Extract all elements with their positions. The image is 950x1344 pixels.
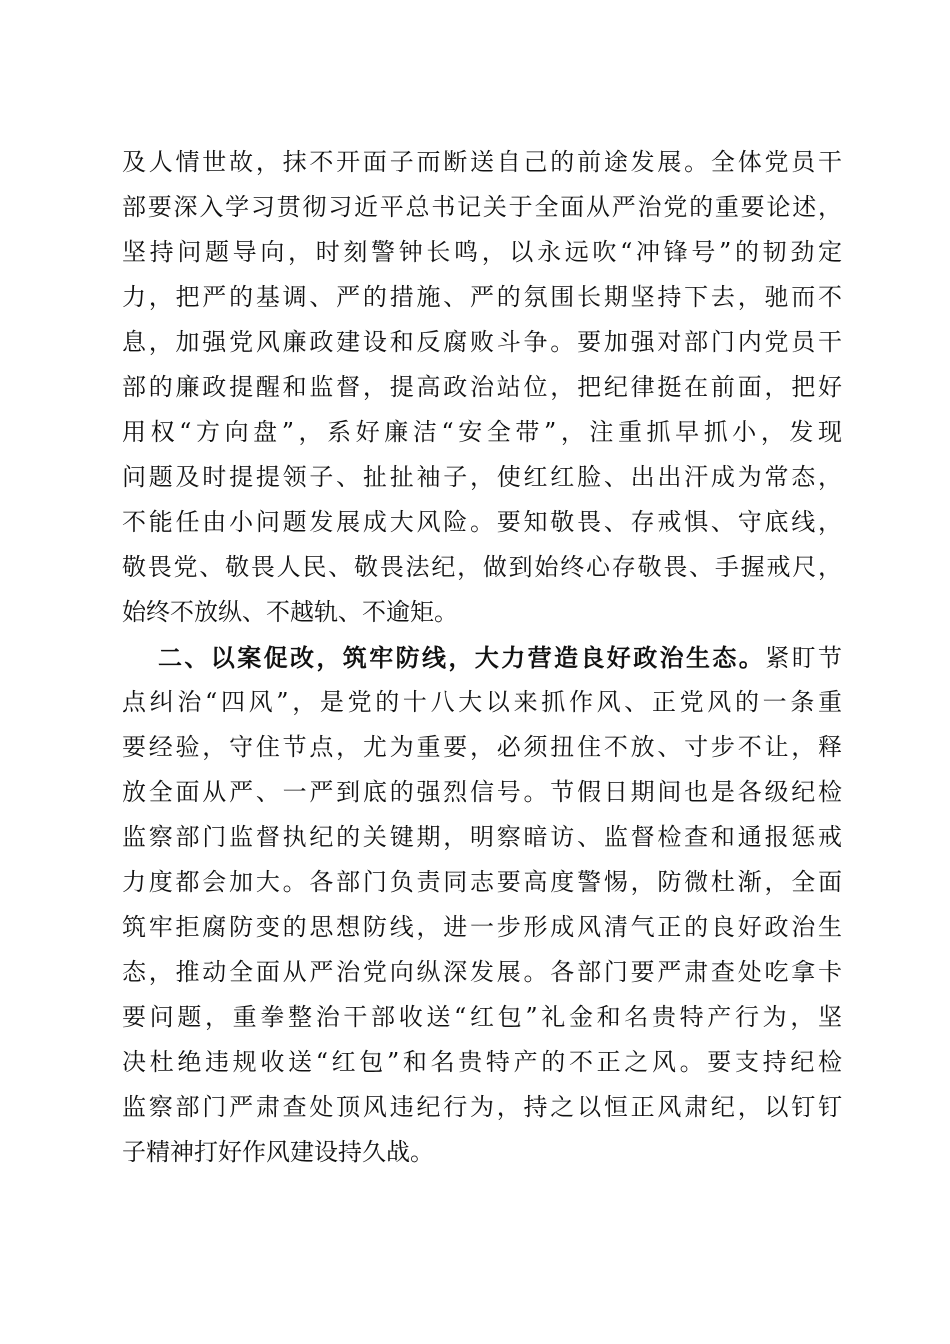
text-line: 部要深入学习贯彻习近平总书记关于全面从严治党的重要论述， bbox=[122, 193, 842, 221]
document-body bbox=[122, 140, 842, 1175]
text-line: 要问题，重拳整治干部收送“红包”礼金和名贵特产行为，坚 bbox=[122, 1003, 842, 1031]
text-line: 力度都会加大。各部门负责同志要高度警惕，防微杜渐，全面 bbox=[122, 868, 842, 896]
text-line: 始终不放纵、不越轨、不逾矩。 bbox=[122, 598, 458, 626]
paragraph-2 bbox=[122, 635, 842, 1175]
text-line: 及人情世故，抹不开面子而断送自己的前途发展。全体党员干 bbox=[122, 148, 842, 176]
paragraph-1 bbox=[122, 140, 842, 635]
text-line: 敬畏党、敬畏人民、敬畏法纪，做到始终心存敬畏、手握戒尺， bbox=[122, 553, 842, 581]
text-line: 部的廉政提醒和监督，提高政治站位，把纪律挺在前面，把好 bbox=[122, 373, 842, 401]
text-line: 力，把严的基调、严的措施、严的氛围长期坚持下去，驰而不 bbox=[122, 283, 842, 311]
text-line: 用权“方向盘”，系好廉洁“安全带”，注重抓早抓小，发现 bbox=[122, 418, 842, 446]
text-line: 监察部门监督执纪的关键期，明察暗访、监督检查和通报惩戒 bbox=[122, 823, 842, 851]
text-line: 要经验，守住节点，尤为重要，必须扭住不放、寸步不让，释 bbox=[122, 733, 842, 761]
text-line: 坚持问题导向，时刻警钟长鸣，以永远吹“冲锋号”的韧劲定 bbox=[122, 238, 842, 266]
text-line: 态，推动全面从严治党向纵深发展。各部门要严肃查处吃拿卡 bbox=[122, 958, 842, 986]
text-line: 问题及时提提领子、扯扯袖子，使红红脸、出出汗成为常态， bbox=[122, 463, 842, 491]
text-span: 紧盯节 bbox=[765, 644, 842, 672]
text-line: 决杜绝违规收送“红包”和名贵特产的不正之风。要支持纪检 bbox=[122, 1048, 842, 1076]
text-line: 监察部门严肃查处顶风违纪行为，持之以恒正风肃纪，以钉钉 bbox=[122, 1093, 842, 1121]
text-line: 不能任由小问题发展成大风险。要知敬畏、存戒惧、守底线， bbox=[122, 508, 842, 536]
text-line: 筑牢拒腐防变的思想防线，进一步形成风清气正的良好政治生 bbox=[122, 913, 842, 941]
text-line: 放全面从严、一严到底的强烈信号。节假日期间也是各级纪检 bbox=[122, 778, 842, 806]
text-line: 子精神打好作风建设持久战。 bbox=[122, 1138, 434, 1166]
paragraph-2-first-line bbox=[122, 635, 842, 680]
text-line: 息，加强党风廉政建设和反腐败斗争。要加强对部门内党员干 bbox=[122, 328, 842, 356]
section-heading: 二、以案促改，筑牢防线，大力营造良好政治生态。 bbox=[158, 643, 766, 672]
text-line: 点纠治“四风”，是党的十八大以来抓作风、正党风的一条重 bbox=[122, 688, 842, 716]
